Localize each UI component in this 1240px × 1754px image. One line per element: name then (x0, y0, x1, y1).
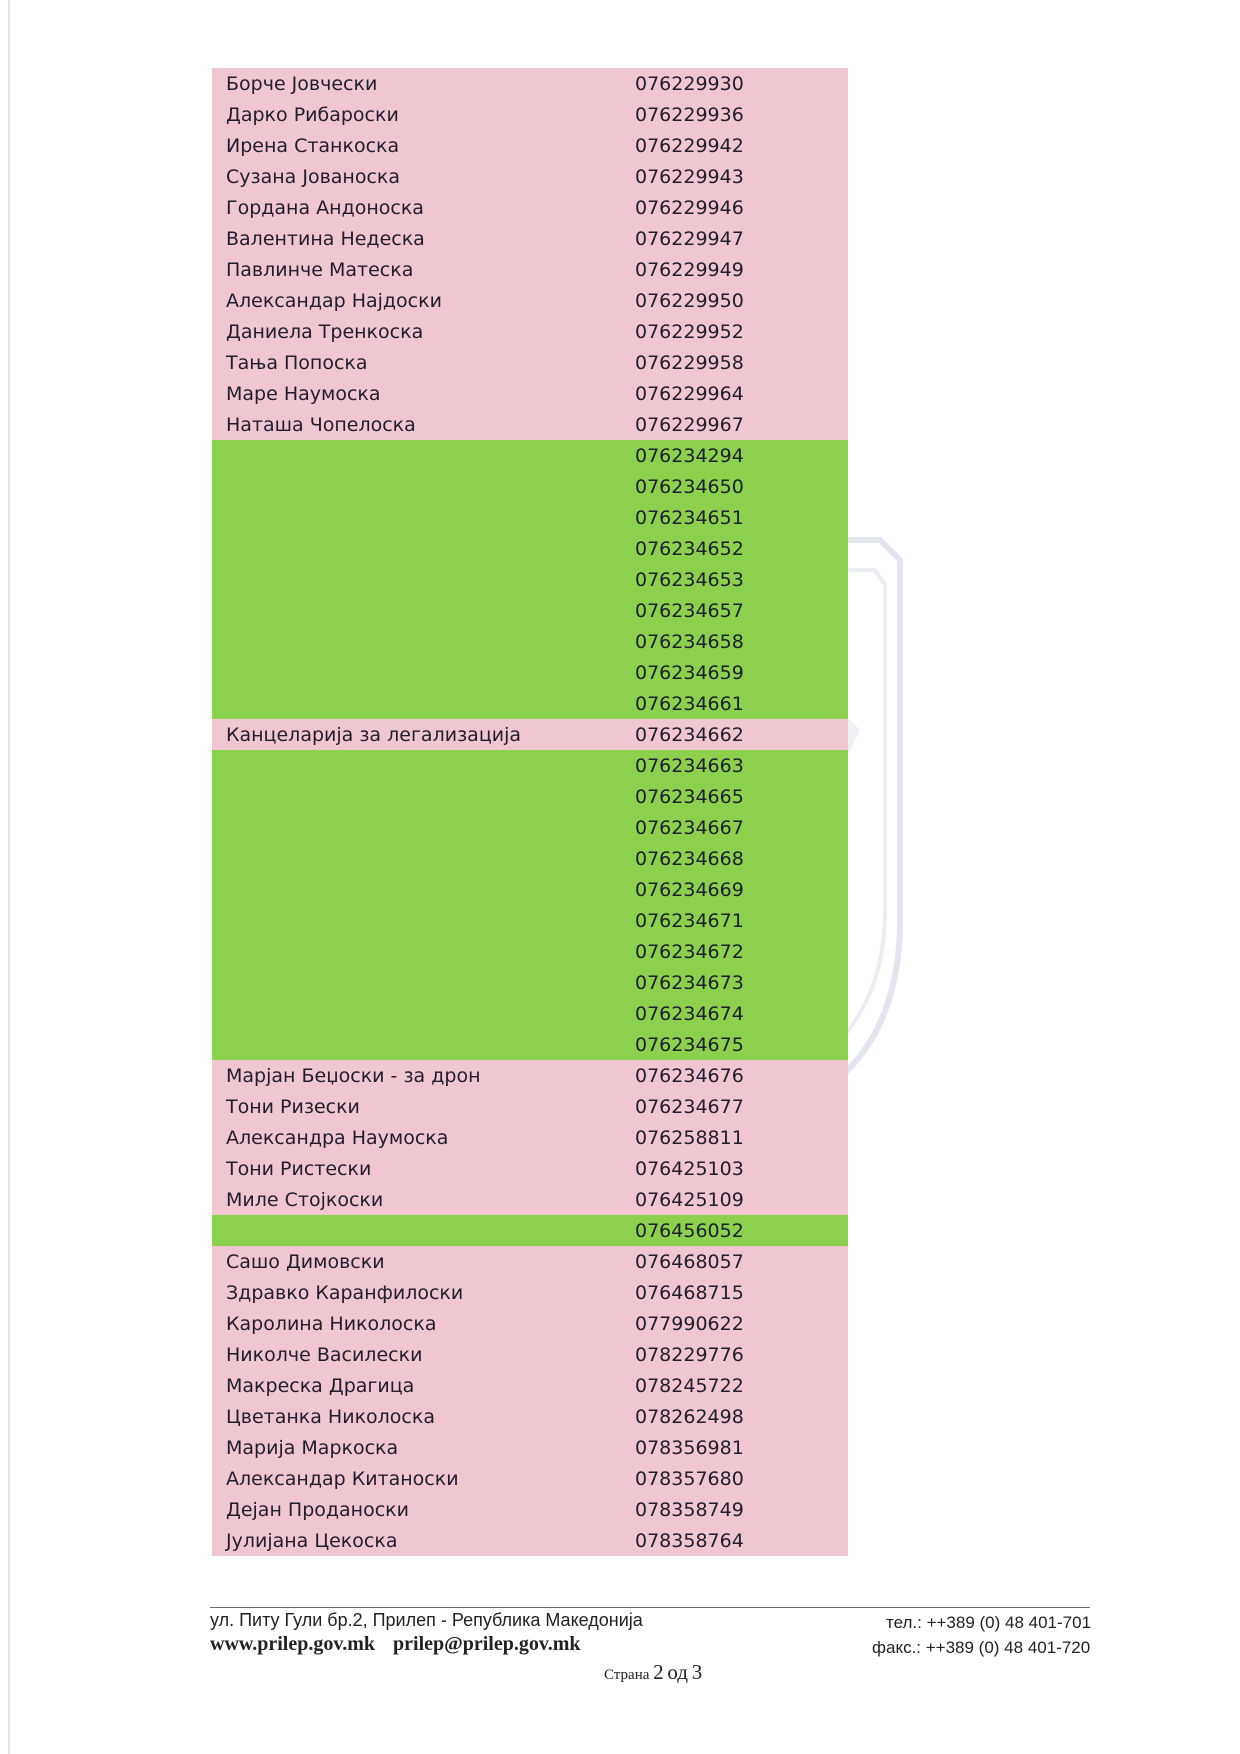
contact-row (212, 440, 848, 471)
contact-phone: 076229952 (635, 320, 744, 343)
contact-row (212, 750, 848, 781)
contact-phone: 076234662 (635, 723, 744, 746)
contact-phone: 078358749 (635, 1498, 744, 1521)
contact-name: Александар Китаноски (226, 1467, 459, 1490)
contact-phone: 076229946 (635, 196, 744, 219)
footer-web-links (210, 1633, 599, 1656)
page-number (604, 1660, 702, 1685)
contact-name: Наташа Чопелоска (226, 413, 416, 436)
contact-row (212, 502, 848, 533)
contact-row (212, 719, 848, 750)
contact-row (212, 1091, 848, 1122)
contact-phone: 077990622 (635, 1312, 744, 1335)
contact-name: Гордана Андоноска (226, 196, 424, 219)
contact-phone: 076229936 (635, 103, 744, 126)
contact-phone: 076234671 (635, 909, 744, 932)
contact-row (212, 781, 848, 812)
contact-row (212, 1184, 848, 1215)
contact-phone: 076234663 (635, 754, 744, 777)
contact-row (212, 1215, 848, 1246)
contact-phone: 076234668 (635, 847, 744, 870)
contact-phone: 076229942 (635, 134, 744, 157)
contact-row (212, 1401, 848, 1432)
contact-row (212, 409, 848, 440)
contact-phone: 076234659 (635, 661, 744, 684)
contact-row (212, 192, 848, 223)
contact-phone: 078229776 (635, 1343, 744, 1366)
contact-row (212, 1463, 848, 1494)
contact-name: Тони Ристески (226, 1157, 372, 1180)
contact-phone: 076234657 (635, 599, 744, 622)
footer-address: ул. Питу Гули бр.2, Прилеп - Република Македонија (210, 1610, 643, 1630)
page-separator: од (667, 1660, 688, 1684)
contact-phone: 076456052 (635, 1219, 744, 1242)
contact-name: Сашо Димовски (226, 1250, 385, 1273)
contact-name: Александар Најдоски (226, 289, 442, 312)
contact-phone: 076229943 (635, 165, 744, 188)
contact-row (212, 1308, 848, 1339)
contact-phone: 076234667 (635, 816, 744, 839)
footer-phone: тел.: ++389 (0) 48 401-701 (886, 1613, 1092, 1632)
contact-name: Николче Василески (226, 1343, 423, 1366)
contact-phone: 076234661 (635, 692, 744, 715)
contact-row (212, 626, 848, 657)
contact-phone: 076234652 (635, 537, 744, 560)
contact-name: Јулијана Цекоска (226, 1529, 398, 1552)
contact-row (212, 1339, 848, 1370)
contact-name: Каролина Николоска (226, 1312, 437, 1335)
contact-phone: 076234673 (635, 971, 744, 994)
contact-row (212, 254, 848, 285)
scan-edge (8, 0, 10, 1754)
contact-name: Марија Маркоска (226, 1436, 399, 1459)
contact-phone: 076234672 (635, 940, 744, 963)
contact-name: Дејан Проданоски (226, 1498, 409, 1521)
contact-phone: 076229967 (635, 413, 744, 436)
contact-name: Марјан Беџоски - за дрон (226, 1064, 481, 1087)
contact-row (212, 1432, 848, 1463)
contact-row (212, 68, 848, 99)
footer-divider (210, 1607, 1090, 1608)
contact-name: Павлинче Матеска (226, 258, 414, 281)
contact-phone: 076229930 (635, 72, 744, 95)
contact-row (212, 1277, 848, 1308)
contact-phone: 076425109 (635, 1188, 744, 1211)
page-total: 3 (691, 1660, 703, 1684)
contact-name: Канцеларија за легализација (226, 723, 522, 746)
contact-row (212, 905, 848, 936)
contact-row (212, 533, 848, 564)
contact-row (212, 843, 848, 874)
contact-name: Здравко Каранфилоски (226, 1281, 464, 1304)
contact-row (212, 161, 848, 192)
contact-row (212, 316, 848, 347)
contact-row (212, 936, 848, 967)
contact-name: Александра Наумоска (226, 1126, 449, 1149)
contact-phone: 076258811 (635, 1126, 744, 1149)
contact-phone: 076234658 (635, 630, 744, 653)
contact-name: Сузана Јованоска (226, 165, 401, 188)
contact-phone: 076229964 (635, 382, 744, 405)
contact-row (212, 1060, 848, 1091)
contact-phone: 076234674 (635, 1002, 744, 1025)
contact-phone: 076229958 (635, 351, 744, 374)
contact-name: Дарко Рибароски (226, 103, 399, 126)
contact-name: Миле Стојкоски (226, 1188, 384, 1211)
page-current: 2 (653, 1660, 664, 1684)
contact-phone: 076229950 (635, 289, 744, 312)
footer-fax: факс.: ++389 (0) 48 401-720 (872, 1638, 1091, 1657)
contact-row (212, 967, 848, 998)
contact-name: Маре Наумоска (226, 382, 381, 405)
contact-name: Тања Попоска (226, 351, 368, 374)
contact-row (212, 347, 848, 378)
contact-phone: 076234677 (635, 1095, 744, 1118)
contact-phone: 076425103 (635, 1157, 744, 1180)
contact-row (212, 1029, 848, 1060)
contact-row (212, 130, 848, 161)
contact-row (212, 99, 848, 130)
contact-row (212, 1246, 848, 1277)
contacts-table (212, 68, 848, 1556)
contact-row (212, 1370, 848, 1401)
contact-name: Ирена Станкоска (226, 134, 400, 157)
page-prefix: Страна (604, 1667, 650, 1683)
contact-name: Валентина Недеска (226, 227, 425, 250)
contact-name: Макреска Драгица (226, 1374, 415, 1397)
contact-row (212, 998, 848, 1029)
contact-row (212, 1494, 848, 1525)
contact-phone: 076234675 (635, 1033, 744, 1056)
contact-row (212, 471, 848, 502)
contact-row (212, 595, 848, 626)
contact-row (212, 378, 848, 409)
contact-phone: 078357680 (635, 1467, 744, 1490)
contact-row (212, 285, 848, 316)
contact-phone: 076468715 (635, 1281, 744, 1304)
contact-row (212, 688, 848, 719)
website-link[interactable]: www.prilep.gov.mk (210, 1633, 376, 1655)
contact-phone: 076229949 (635, 258, 744, 281)
contact-phone: 076234653 (635, 568, 744, 591)
email-link[interactable]: prilep@prilep.gov.mk (393, 1633, 581, 1655)
contact-name: Даниела Тренкоска (226, 320, 424, 343)
contact-phone: 076234294 (635, 444, 744, 467)
contact-name: Борче Јовчески (226, 72, 378, 95)
contact-row (212, 1122, 848, 1153)
contact-phone: 078262498 (635, 1405, 744, 1428)
contact-phone: 078358764 (635, 1529, 744, 1552)
contact-phone: 076234651 (635, 506, 744, 529)
contact-row (212, 874, 848, 905)
contact-row (212, 1153, 848, 1184)
contact-name: Цветанка Николоска (226, 1405, 435, 1428)
contact-phone: 076234665 (635, 785, 744, 808)
contact-phone: 076234669 (635, 878, 744, 901)
contact-row (212, 1525, 848, 1556)
contact-row (212, 657, 848, 688)
contact-row (212, 812, 848, 843)
contact-phone: 076229947 (635, 227, 744, 250)
contact-row (212, 223, 848, 254)
contact-phone: 076234676 (635, 1064, 744, 1087)
contact-name: Тони Ризески (226, 1095, 360, 1118)
contact-phone: 076234650 (635, 475, 744, 498)
contact-phone: 078245722 (635, 1374, 744, 1397)
contact-phone: 078356981 (635, 1436, 744, 1459)
contact-phone: 076468057 (635, 1250, 744, 1273)
contact-row (212, 564, 848, 595)
